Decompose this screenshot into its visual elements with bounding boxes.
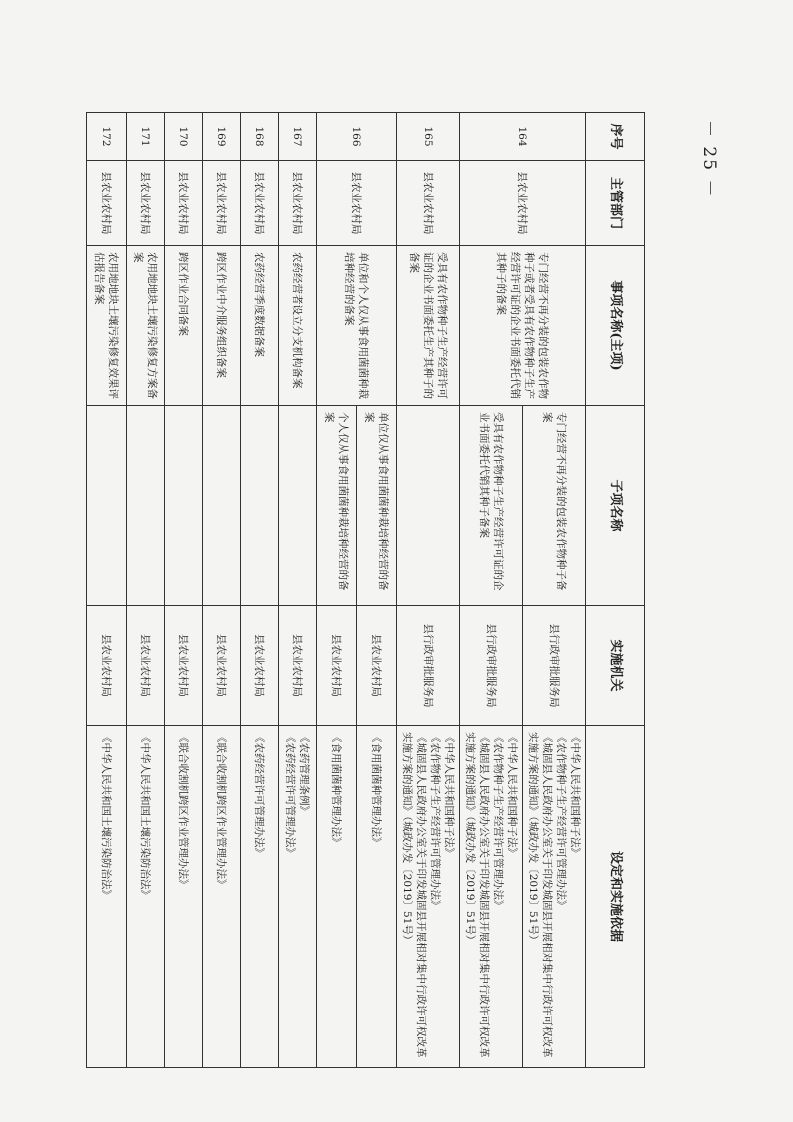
row-sub-item [87, 406, 127, 606]
row-sub-item [397, 406, 460, 606]
row-item: 单位和个人仅从事食用菌菌种栽培种经营的备案 [317, 246, 397, 406]
basis-line: 《城固县人民政府办公室关于印发城固县开展相对集中行政许可权改革实施方案的通知》（城政办发〔2019〕51号） [527, 732, 553, 1058]
row-seq: 170 [165, 113, 203, 161]
row-item: 农药经营者设立分支机构备案 [279, 246, 317, 406]
row-dept: 县农业农村局 [241, 161, 279, 246]
row-sub-item: 个人仅从事食用菌菌种栽培种经营的备案 [317, 406, 357, 606]
row-sub-item [241, 406, 279, 606]
row-basis [317, 726, 357, 1068]
table-row [203, 113, 241, 1068]
table-row [127, 113, 165, 1068]
row-basis [203, 726, 241, 1068]
row-item: 农用地地块土壤污染修复效果评估报告备案 [87, 246, 127, 406]
row-basis [460, 726, 523, 1068]
row-sub-item: 单位仅从事食用菌菌种栽培种经营的备案 [357, 406, 397, 606]
basis-line: 《中华人民共和国种子法》 [443, 732, 455, 858]
basis-line: 《联合收割机跨区作业管理办法》 [215, 732, 228, 890]
row-basis [279, 726, 317, 1068]
row-basis [87, 726, 127, 1068]
page-number: － 25 － [699, 120, 719, 199]
row-basis [165, 726, 203, 1068]
basis-line: 《农药经营许可管理办法》 [253, 732, 266, 858]
table-row [241, 113, 279, 1068]
basis-line: 《城固县人民政府办公室关于印发城固县开展相对集中行政许可权改革实施方案的通知》（城政办发〔2019〕51号） [401, 732, 427, 1058]
row-basis [127, 726, 165, 1068]
row-agency: 县农业农村局 [165, 606, 203, 726]
row-agency: 县农业农村局 [357, 606, 397, 726]
header-basis: 设定和实施依据 [586, 726, 645, 1068]
row-dept: 县农业农村局 [279, 161, 317, 246]
row-item: 跨区作业中介服务组织备案 [203, 246, 241, 406]
row-agency: 县行政审批服务局 [523, 606, 586, 726]
rotated-table-wrapper [85, 112, 645, 1067]
basis-line: 《中华人民共和国土壤污染防治法》 [100, 732, 113, 900]
basis-line: 《食用菌菌种管理办法》 [330, 732, 343, 848]
row-basis [241, 726, 279, 1068]
basis-line: 《联合收割机跨区作业管理办法》 [177, 732, 190, 890]
row-seq: 168 [241, 113, 279, 161]
header-sub: 子项名称 [586, 406, 645, 606]
row-agency: 县农业农村局 [203, 606, 241, 726]
header-item: 事项名称(主项) [586, 246, 645, 406]
row-seq: 165 [397, 113, 460, 161]
row-dept: 县农业农村局 [397, 161, 460, 246]
row-agency: 县行政审批服务局 [460, 606, 523, 726]
row-dept: 县农业农村局 [317, 161, 397, 246]
row-dept: 县农业农村局 [460, 161, 586, 246]
row-seq: 171 [127, 113, 165, 161]
row-agency: 县农业农村局 [87, 606, 127, 726]
items-table [86, 112, 645, 1068]
header-agency: 实施机关 [586, 606, 645, 726]
basis-line: 《中华人民共和国土壤污染防治法》 [139, 732, 152, 900]
row-dept: 县农业农村局 [127, 161, 165, 246]
basis-line: 《农作物种子生产经营许可管理办法》 [555, 732, 567, 911]
table-row [357, 113, 397, 1068]
row-sub-item: 专门经营不再分装的包装农作物种子备案 [523, 406, 586, 606]
basis-line: 《中华人民共和国种子法》 [569, 732, 581, 858]
table-row [397, 113, 460, 1068]
row-seq: 166 [317, 113, 397, 161]
row-seq: 164 [460, 113, 586, 161]
row-seq: 169 [203, 113, 241, 161]
table-row [523, 113, 586, 1068]
basis-line: 《食用菌菌种管理办法》 [370, 732, 383, 848]
basis-line: 《中华人民共和国种子法》 [506, 732, 518, 858]
row-sub-item [279, 406, 317, 606]
header-seq: 序号 [586, 113, 645, 161]
table-body [87, 113, 586, 1068]
basis-line: 《城固县人民政府办公室关于印发城固县开展相对集中行政许可权改革实施方案的通知》（城政办发〔2019〕51号） [464, 732, 490, 1058]
basis-line: 《农作物种子生产经营许可管理办法》 [429, 732, 441, 911]
row-agency: 县农业农村局 [127, 606, 165, 726]
table-row [279, 113, 317, 1068]
basis-line: 《农作物种子生产经营许可管理办法》 [492, 732, 504, 911]
row-basis [357, 726, 397, 1068]
header-dept: 主管部门 [586, 161, 645, 246]
row-dept: 县农业农村局 [87, 161, 127, 246]
row-seq: 172 [87, 113, 127, 161]
row-seq: 167 [279, 113, 317, 161]
row-basis [397, 726, 460, 1068]
row-agency: 县农业农村局 [317, 606, 357, 726]
table-row [165, 113, 203, 1068]
basis-line: 《农药经营许可管理办法》 [284, 732, 297, 858]
row-item: 受具有农作物种子生产经营许可证的企业书面委托生产其种子的备案 [397, 246, 460, 406]
row-agency: 县行政审批服务局 [397, 606, 460, 726]
row-item: 专门经营不再分装的包装农作物种子或者受具有农作物种子生产经营许可证的企业书面委托代销其种子的备案 [460, 246, 586, 406]
row-item: 农用地地块土壤污染修复方案备案 [127, 246, 165, 406]
table-header-row [586, 113, 645, 1068]
row-sub-item [203, 406, 241, 606]
row-basis [523, 726, 586, 1068]
row-item: 跨区作业合同备案 [165, 246, 203, 406]
row-dept: 县农业农村局 [165, 161, 203, 246]
row-agency: 县农业农村局 [279, 606, 317, 726]
row-agency: 县农业农村局 [241, 606, 279, 726]
basis-line: 《农药管理条例》 [298, 732, 311, 816]
row-dept: 县农业农村局 [203, 161, 241, 246]
row-sub-item: 受具有农作物种子生产经营许可证的企业书面委托代销其种子备案 [460, 406, 523, 606]
row-sub-item [127, 406, 165, 606]
table-row [87, 113, 127, 1068]
row-item: 农药经营季度数据备案 [241, 246, 279, 406]
row-sub-item [165, 406, 203, 606]
